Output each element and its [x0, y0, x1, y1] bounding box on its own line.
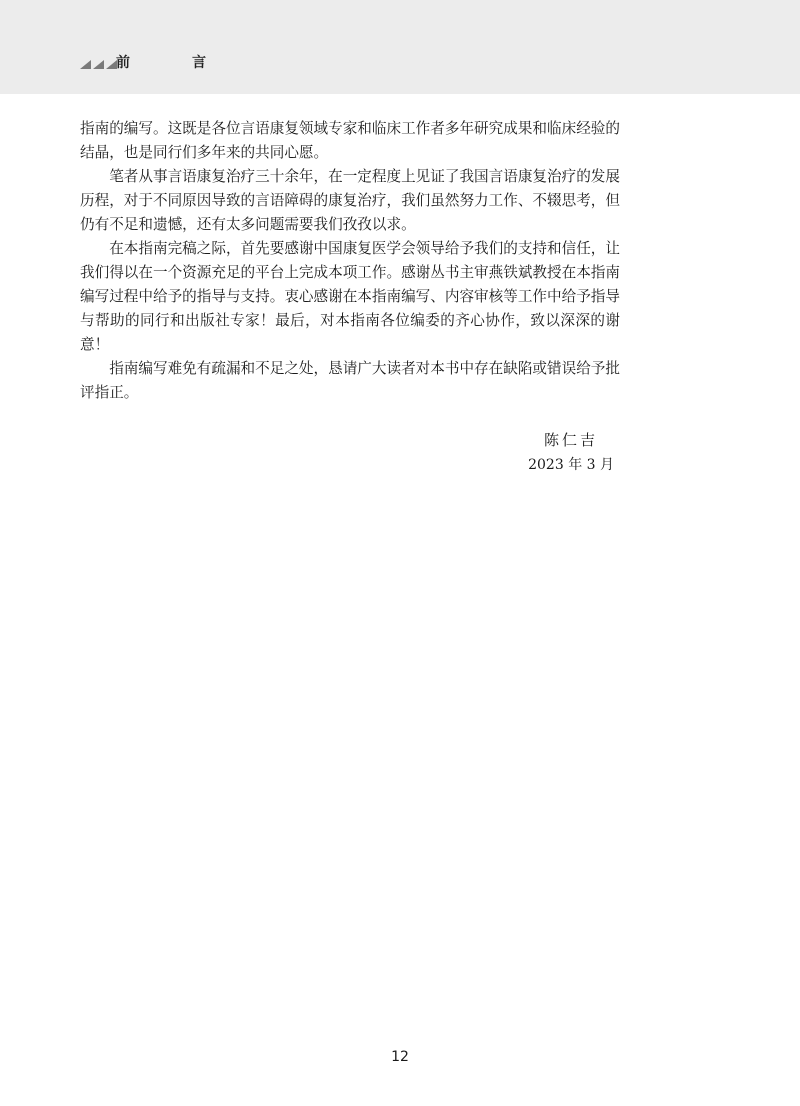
paragraph: 在本指南完稿之际，首先要感谢中国康复医学会领导给予我们的支持和信任，让我们得以在一个资源充足的平台上完成本项工作。感谢丛书主审燕铁斌教授在本指南编写过程中给予的指导与支持。衷心感谢在本指南编写、内容审核等工作中给予指导与帮助的同行和出版社专家！最后，对本指南各位编委的齐心协作，致以深深的谢意！ — [80, 240, 620, 353]
page-number: 12 — [391, 1049, 409, 1065]
triangle-marker-icon — [93, 60, 104, 69]
signature-block — [528, 428, 614, 478]
author-name: 陈仁吉 — [544, 431, 599, 449]
section-title: 前 言 — [116, 55, 230, 71]
paragraph: 笔者从事言语康复治疗三十余年，在一定程度上见证了我国言语康复治疗的发展历程，对于不同原因导致的言语障碍的康复治疗，我们虽然努力工作、不辍思考，但仍有不足和遗憾，还有太多问题需要我们孜孜以求。 — [80, 168, 620, 233]
triangle-marker-icon — [80, 57, 117, 69]
triangle-marker-icon — [80, 60, 91, 69]
body-text — [80, 117, 620, 405]
running-header — [0, 0, 800, 94]
paragraph: 指南的编写。这既是各位言语康复领域专家和临床工作者多年研究成果和临床经验的结晶，也是同行们多年来的共同心愿。 — [80, 120, 620, 161]
paragraph: 指南编写难免有疏漏和不足之处，恳请广大读者对本书中存在缺陷或错误给予批评指正。 — [80, 360, 620, 401]
signature-date: 2023 年 3 月 — [528, 457, 614, 473]
